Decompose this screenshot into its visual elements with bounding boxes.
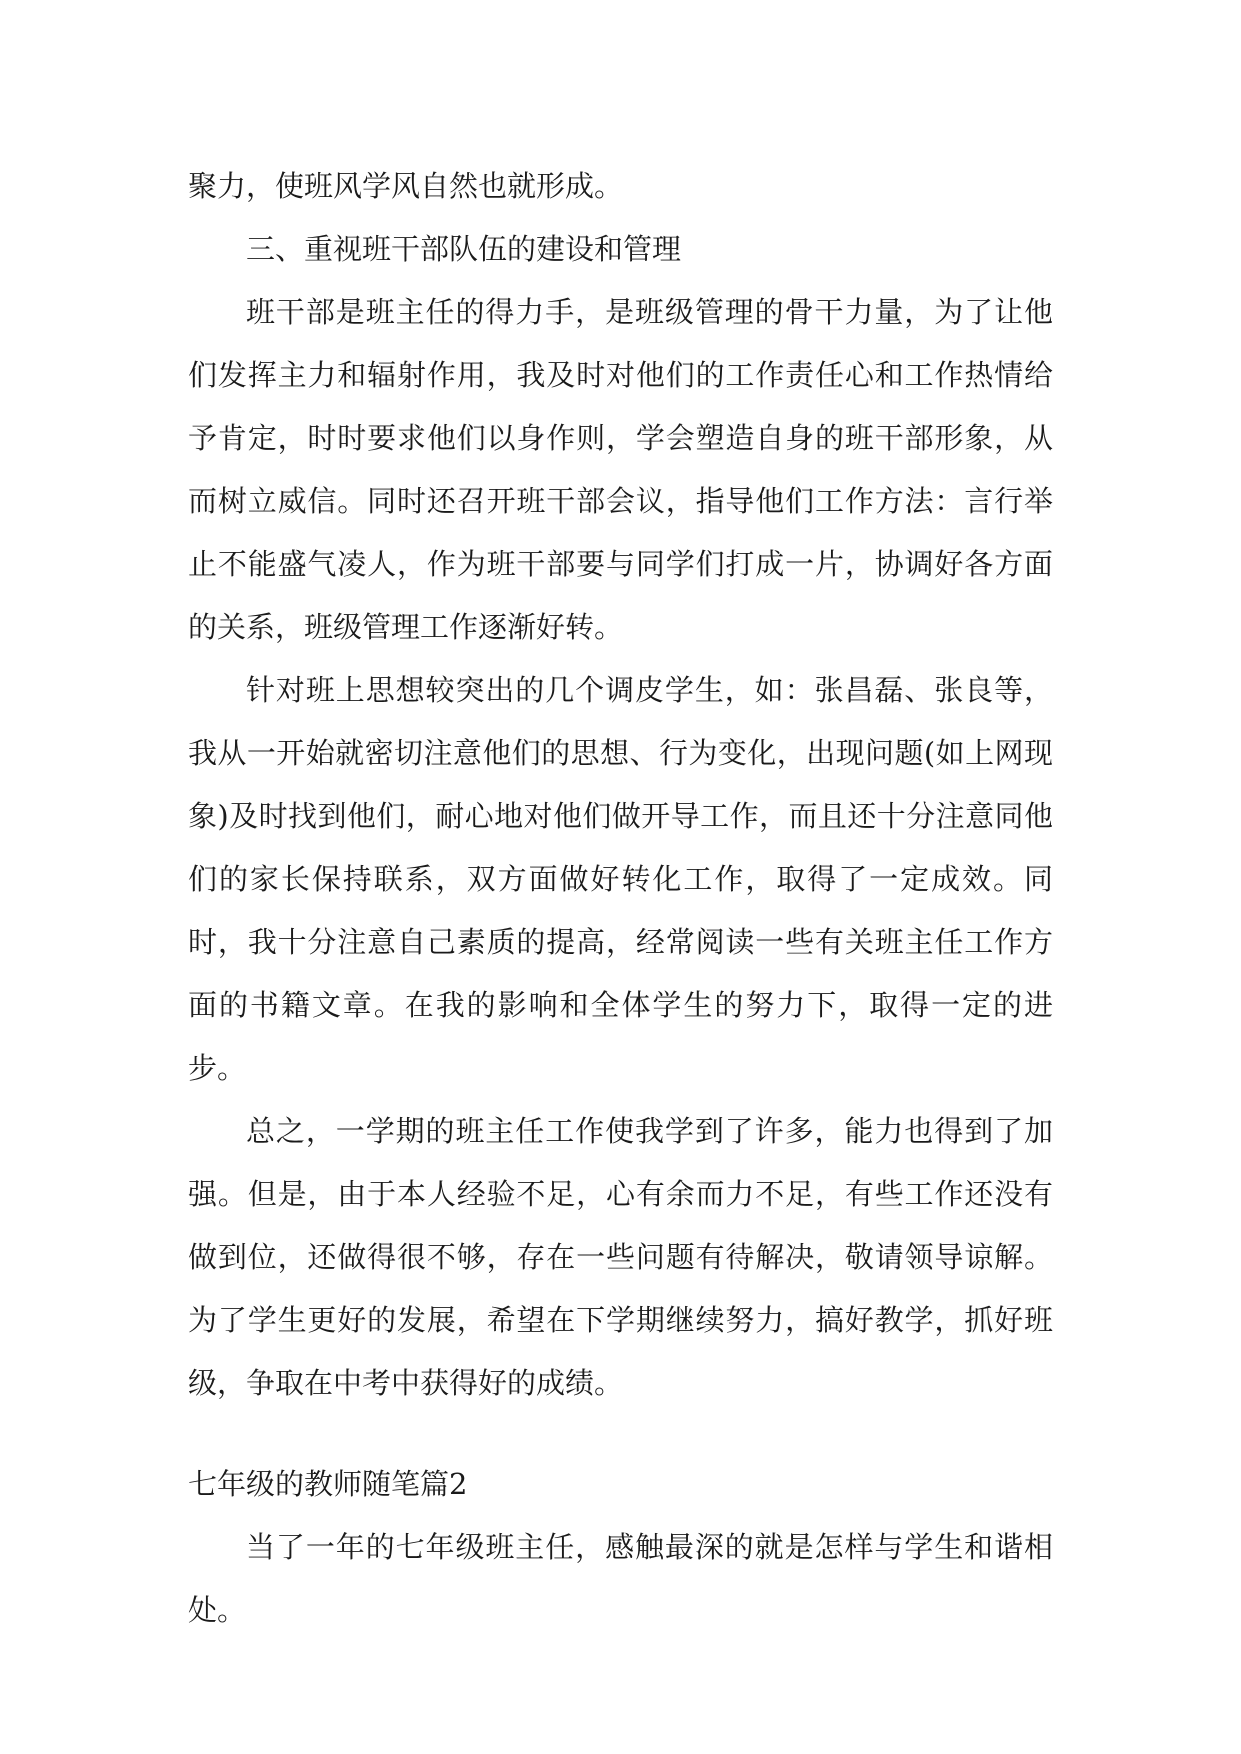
essay-title: 七年级的教师随笔篇2	[188, 1467, 468, 1501]
document-body	[188, 155, 1053, 1642]
paragraph-summary: 总之，一学期的班主任工作使我学到了许多，能力也得到了加强。但是，由于本人经验不足，心有余而力不足，有些工作还没有做到位，还做得很不够，存在一些问题有待解决，敬请领导谅解。为了学生更好的发展，希望在下学期继续努力，搞好教学，抓好班级，争取在中考中获得好的成绩。	[188, 1114, 1053, 1400]
paragraph-cadres: 班干部是班主任的得力手，是班级管理的骨干力量，为了让他们发挥主力和辐射作用，我及时对他们的工作责任心和工作热情给予肯定，时时要求他们以身作则，学会塑造自身的班干部形象，从而树立威信。同时还召开班干部会议，指导他们工作方法：言行举止不能盛气凌人，作为班干部要与同学们打成一片，协调好各方面的关系，班级管理工作逐渐好转。	[188, 295, 1053, 644]
paragraph-next-essay: 当了一年的七年级班主任，感触最深的就是怎样与学生和谐相处。	[188, 1530, 1053, 1627]
section-heading-three: 三、重视班干部队伍的建设和管理	[246, 232, 682, 266]
continuation-paragraph: 聚力，使班风学风自然也就形成。	[188, 169, 624, 203]
paragraph-students: 针对班上思想较突出的几个调皮学生，如：张昌磊、张良等，我从一开始就密切注意他们的思想、行为变化，出现问题(如上网现象)及时找到他们，耐心地对他们做开导工作，而且还十分注意同他们的家长保持联系，双方面做好转化工作，取得了一定成效。同时，我十分注意自己素质的提高，经常阅读一些有关班主任工作方面的书籍文章。在我的影响和全体学生的努力下，取得一定的进步。	[188, 673, 1053, 1085]
